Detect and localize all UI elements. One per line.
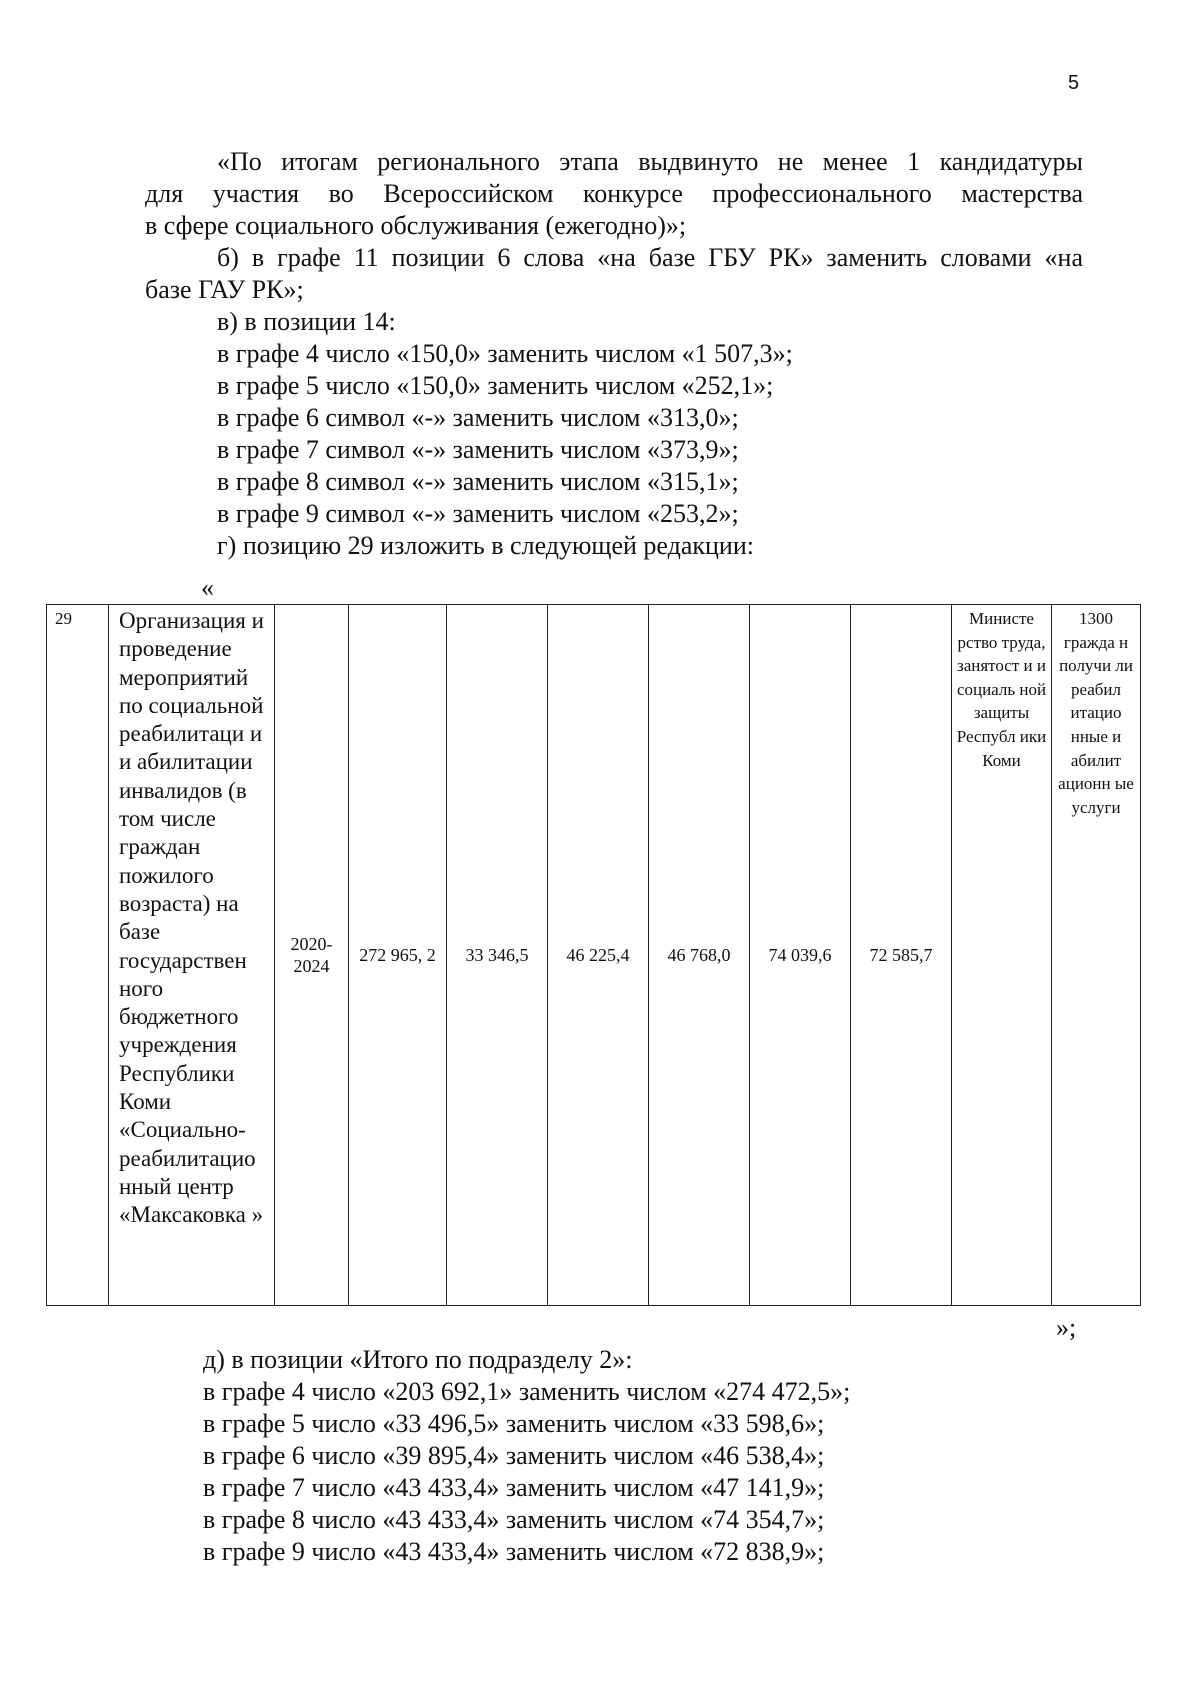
paragraph-line: в графе 9 символ «-» заменить числом «253,2»; <box>217 499 739 528</box>
year-2023-cell: 74 039,6 <box>750 605 851 1306</box>
paragraph-line: «По итогам регионального этапа выдвинуто не менее 1 кандидатуры <box>217 147 1083 176</box>
table-row <box>47 605 1141 1306</box>
paragraph-line: в графе 8 символ «-» заменить числом «315,1»; <box>217 467 739 496</box>
paragraph-line: в графе 6 символ «-» заменить числом «313,0»; <box>217 403 739 432</box>
position-29-table <box>46 604 1141 1306</box>
year-2020-cell: 33 346,5 <box>447 605 548 1306</box>
year-2024-cell: 72 585,7 <box>851 605 952 1306</box>
paragraph-line: б) в графе 11 позиции 6 слова «на базе ГБУ РК» заменить словами «на <box>217 243 1083 272</box>
paragraph-line: г) позицию 29 изложить в следующей редакции: <box>217 531 754 560</box>
page-number: 5 <box>1068 72 1080 94</box>
paragraph-line: д) в позиции «Итого по подразделу 2»: <box>203 1345 633 1374</box>
year-2022-cell: 46 768,0 <box>649 605 750 1306</box>
total-cell: 272 965, 2 <box>349 605 447 1306</box>
executor-cell: Министе рство труда, занятост и и социаль ной защиты Республ ики Коми <box>952 605 1052 1306</box>
position-number-cell: 29 <box>47 605 109 1306</box>
paragraph-line: в графе 4 число «150,0» заменить числом «1 507,3»; <box>217 339 793 368</box>
close-quote: »; <box>1056 1313 1077 1342</box>
paragraph-line: в) в позиции 14: <box>217 307 396 336</box>
period-cell: 2020-2024 <box>275 605 349 1306</box>
paragraph-line: в графе 9 число «43 433,4» заменить числом «72 838,9»; <box>203 1537 825 1566</box>
open-quote: « <box>201 573 214 602</box>
result-cell: 1300 гражда н получи ли реабил итацио нные и абилит ационн ые услуги <box>1052 605 1141 1306</box>
paragraph-line: для участия во Всероссийском конкурсе профессионального мастерства <box>145 179 1083 208</box>
paragraph-line: базе ГАУ РК»; <box>145 275 304 304</box>
paragraph-line: в графе 5 число «33 496,5» заменить числом «33 598,6»; <box>203 1409 825 1438</box>
position-name-cell: Организация и проведение мероприятий по социальной реабилитаци и и абилитации инвалидов (в том числе граждан пожилого возраста) на базе государствен ного бюджетного учреждения Республики Коми «Социально-реабилитацио нный центр «Максаковка » <box>109 605 275 1306</box>
paragraph-line: в графе 5 число «150,0» заменить числом «252,1»; <box>217 371 774 400</box>
paragraph-line: в графе 6 число «39 895,4» заменить числом «46 538,4»; <box>203 1441 825 1470</box>
paragraph-line: в графе 4 число «203 692,1» заменить числом «274 472,5»; <box>203 1377 851 1406</box>
paragraph-line: в графе 7 число «43 433,4» заменить числом «47 141,9»; <box>203 1473 825 1502</box>
paragraph-line: в графе 8 число «43 433,4» заменить числом «74 354,7»; <box>203 1505 825 1534</box>
year-2021-cell: 46 225,4 <box>548 605 649 1306</box>
paragraph-line: в сфере социального обслуживания (ежегодно)»; <box>145 211 687 240</box>
paragraph-line: в графе 7 символ «-» заменить числом «373,9»; <box>217 435 739 464</box>
